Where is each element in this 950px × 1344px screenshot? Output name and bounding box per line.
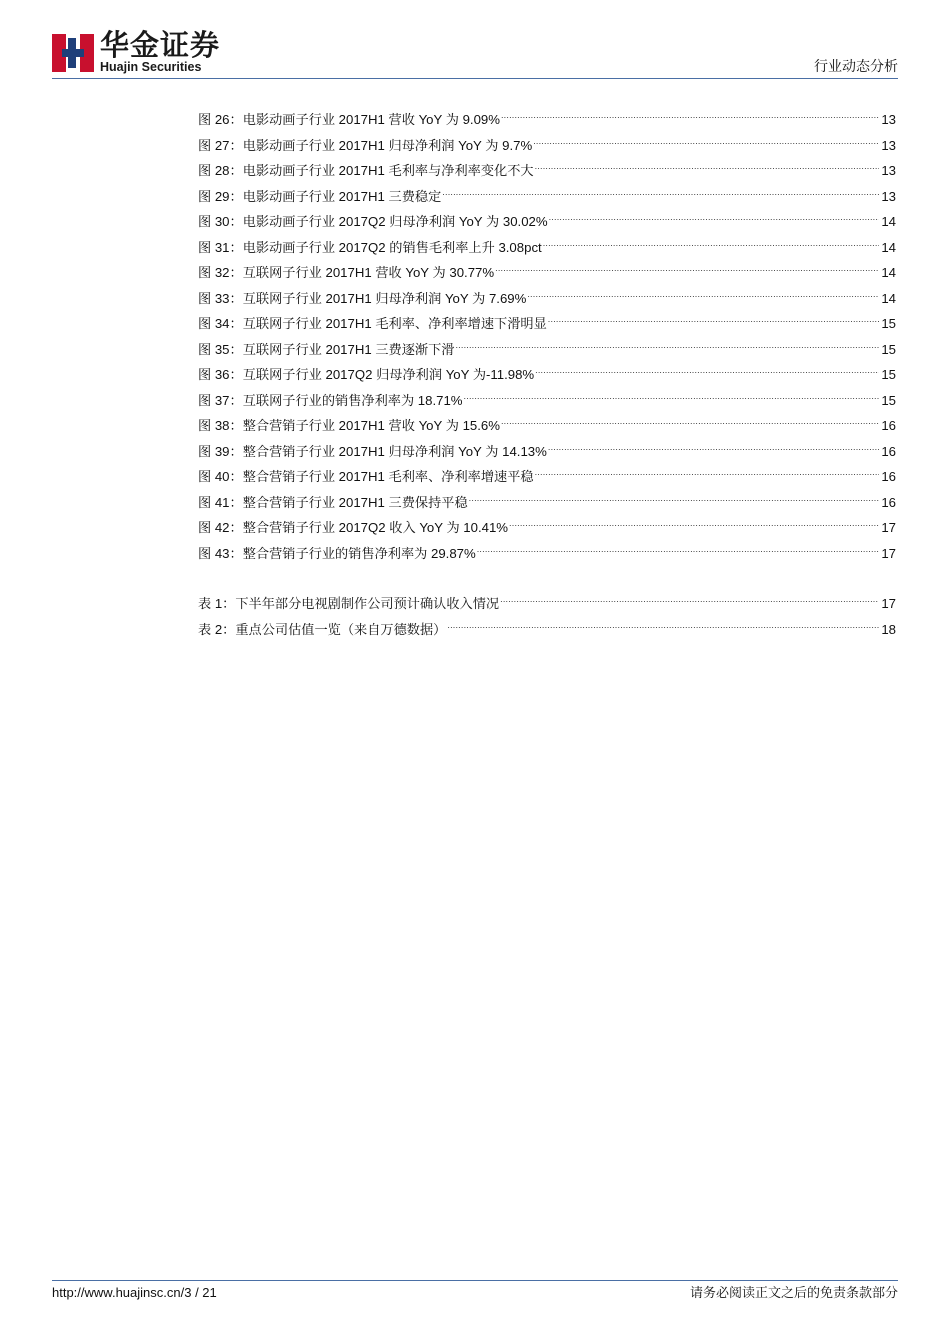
toc-entry-label: 图 41：整合营销子行业 2017H1 三费保持平稳	[198, 494, 468, 510]
toc-entry-label: 图 28：电影动画子行业 2017H1 毛利率与净利率变化不大	[198, 163, 534, 178]
toc-entry-page: 14	[881, 265, 896, 280]
toc-leader	[501, 107, 879, 124]
toc-entry-label: 表 1：下半年部分电视剧制作公司预计确认收入情况	[198, 596, 500, 611]
toc-entry-label: 图 43：整合营销子行业的销售净利率为 29.87%	[198, 545, 476, 561]
header-divider	[52, 78, 898, 79]
toc-entry-label: 图 32：互联网子行业 2017H1 营收 YoY 为 30.77%	[198, 265, 495, 280]
toc-entry-label: 图 31：电影动画子行业 2017Q2 的销售毛利率上升 3.08pct	[198, 239, 542, 255]
toc-leader	[500, 591, 879, 608]
toc-entry[interactable]	[198, 388, 896, 414]
toc-entry[interactable]	[198, 591, 896, 617]
logo-english-name: Huajin Securities	[100, 60, 202, 74]
toc-leader	[527, 286, 879, 303]
toc-entry-page: 15	[881, 392, 896, 408]
toc-leader	[533, 133, 879, 150]
toc-entry-page: 15	[881, 367, 896, 382]
toc-entry[interactable]	[198, 286, 896, 312]
toc-entry[interactable]	[198, 413, 896, 439]
toc-entry[interactable]	[198, 260, 896, 286]
footer-disclaimer: 请务必阅读正文之后的免责条款部分	[689, 1285, 898, 1300]
toc-leader	[548, 311, 879, 328]
toc-entry[interactable]	[198, 235, 896, 261]
toc-entry-page: 13	[881, 188, 896, 204]
toc-entry-page: 13	[881, 112, 896, 127]
toc-entry-page: 16	[881, 469, 896, 484]
toc-entry-label: 图 29：电影动画子行业 2017H1 三费稳定	[198, 188, 442, 204]
report-category: 行业动态分析	[814, 58, 898, 74]
toc-leader	[549, 209, 879, 226]
toc-leader	[455, 337, 879, 354]
toc-entry[interactable]	[198, 158, 896, 184]
toc-entry-page: 16	[881, 443, 896, 459]
table-of-contents	[198, 107, 896, 642]
toc-entry[interactable]	[198, 490, 896, 516]
toc-entry-page: 14	[881, 214, 896, 229]
toc-leader	[501, 413, 879, 430]
toc-leader	[469, 490, 879, 507]
toc-entry[interactable]	[198, 439, 896, 465]
toc-entry[interactable]	[198, 311, 896, 337]
toc-entry[interactable]	[198, 617, 896, 643]
toc-entry-label: 图 37：互联网子行业的销售净利率为 18.71%	[198, 392, 463, 408]
toc-leader	[548, 439, 879, 456]
logo-chinese-name: 华金证券	[100, 30, 221, 62]
toc-entry[interactable]	[198, 209, 896, 235]
toc-entry[interactable]	[198, 337, 896, 363]
toc-entry-page: 14	[881, 239, 896, 255]
toc-entry-label: 表 2：重点公司估值一览（来自万德数据）	[198, 621, 447, 637]
toc-entry-label: 图 35：互联网子行业 2017H1 三费逐渐下滑	[198, 341, 455, 357]
toc-entry[interactable]	[198, 362, 896, 388]
toc-entry-page: 13	[881, 137, 896, 153]
toc-entry[interactable]	[198, 184, 896, 210]
toc-entry-page: 17	[881, 545, 896, 561]
toc-entry[interactable]	[198, 464, 896, 490]
toc-entry[interactable]	[198, 515, 896, 541]
toc-entry-label: 图 39：整合营销子行业 2017H1 归母净利润 YoY 为 14.13%	[198, 443, 547, 459]
toc-leader	[535, 158, 879, 175]
toc-entry[interactable]	[198, 133, 896, 159]
toc-leader	[535, 464, 879, 481]
toc-entry-page: 17	[881, 596, 896, 611]
toc-leader	[464, 388, 879, 405]
toc-entry-page: 15	[881, 341, 896, 357]
toc-entry-page: 16	[881, 418, 896, 433]
toc-entry-label: 图 38：整合营销子行业 2017H1 营收 YoY 为 15.6%	[198, 418, 500, 433]
toc-leader	[509, 515, 879, 532]
toc-entry-page: 16	[881, 494, 896, 510]
toc-leader	[535, 362, 879, 379]
footer-divider	[52, 1280, 898, 1281]
toc-entry-label: 图 36：互联网子行业 2017Q2 归母净利润 YoY 为-11.98%	[198, 367, 535, 382]
toc-entry-page: 14	[881, 290, 896, 306]
toc-entry-page: 18	[881, 621, 896, 637]
footer-url-page-number[interactable]: http://www.huajinsc.cn/3 / 21	[52, 1285, 217, 1300]
toc-leader	[447, 617, 879, 634]
toc-entry-label: 图 42：整合营销子行业 2017Q2 收入 YoY 为 10.41%	[198, 520, 509, 535]
huajin-logo-icon	[52, 34, 94, 72]
toc-leader	[477, 541, 879, 558]
toc-entry[interactable]	[198, 107, 896, 133]
toc-entry-label: 图 33：互联网子行业 2017H1 归母净利润 YoY 为 7.69%	[198, 290, 527, 306]
toc-entry-label: 图 30：电影动画子行业 2017Q2 归母净利润 YoY 为 30.02%	[198, 214, 548, 229]
toc-entry-page: 17	[881, 520, 896, 535]
toc-entry-page: 15	[881, 316, 896, 331]
page-header	[52, 28, 898, 78]
figure-list	[198, 107, 896, 566]
toc-entry-label: 图 27：电影动画子行业 2017H1 归母净利润 YoY 为 9.7%	[198, 137, 533, 153]
toc-leader	[442, 184, 879, 201]
toc-entry[interactable]	[198, 541, 896, 567]
toc-entry-page: 13	[881, 163, 896, 178]
toc-entry-label: 图 40：整合营销子行业 2017H1 毛利率、净利率增速平稳	[198, 469, 534, 484]
toc-leader	[543, 235, 879, 252]
toc-entry-label: 图 26：电影动画子行业 2017H1 营收 YoY 为 9.09%	[198, 112, 500, 127]
toc-leader	[495, 260, 879, 277]
toc-section-gap	[198, 566, 896, 591]
table-list	[198, 591, 896, 642]
toc-entry-label: 图 34：互联网子行业 2017H1 毛利率、净利率增速下滑明显	[198, 316, 547, 331]
